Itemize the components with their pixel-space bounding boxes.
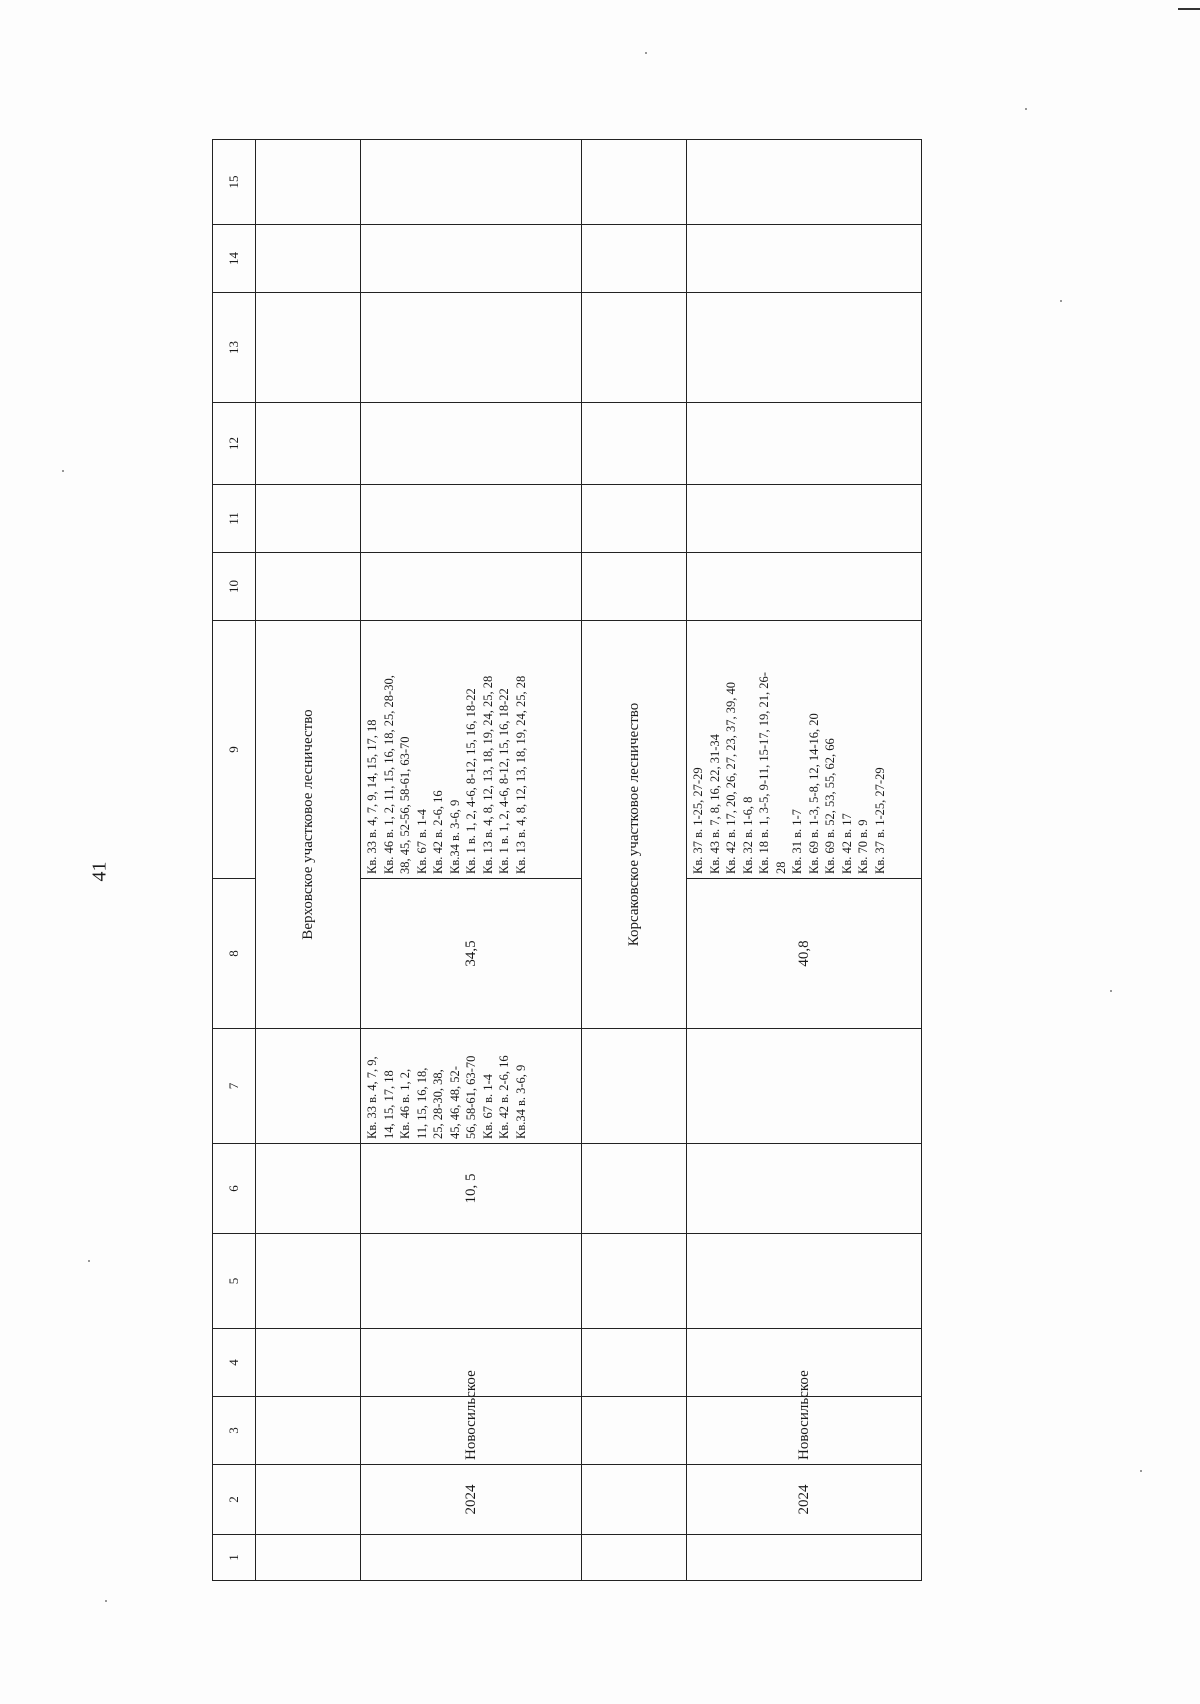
area-cell-col6: 10, 5 — [361, 1144, 582, 1234]
header-col-13: 13 — [213, 293, 256, 403]
forestry-table — [212, 139, 922, 1581]
scan-speck — [1060, 300, 1062, 302]
quarter-list-col7: Кв. 33 в. 4, 7, 9, 14, 15, 17, 18 Кв. 46 в. 1, 2, 11, 15, 16, 18, 25, 28-30, 38, 45, 46, 48, 52- 56, 58-61, 63-70 Кв. 67 в. 1-4 Кв. 42 в. 2-6, 16 Кв.34 в. 3-6, 9 — [361, 1029, 582, 1144]
corner-mark — [1178, 8, 1200, 10]
header-col-2: 2 — [213, 1465, 256, 1535]
place-cell: Новосильское — [687, 1397, 922, 1465]
header-col-4: 4 — [213, 1329, 256, 1397]
scan-speck — [1140, 1470, 1142, 1472]
header-col-8: 8 — [213, 879, 256, 1029]
header-col-1: 1 — [213, 1535, 256, 1581]
header-col-15: 15 — [213, 140, 256, 225]
year-cell: 2024 — [687, 1465, 922, 1535]
header-row — [213, 140, 256, 1581]
scan-speck — [62, 470, 64, 472]
year-cell: 2024 — [361, 1465, 582, 1535]
area-cell-col8: 34,5 — [361, 879, 582, 1029]
header-col-5: 5 — [213, 1234, 256, 1329]
area-cell-col8: 40,8 — [687, 879, 922, 1029]
header-col-9: 9 — [213, 621, 256, 879]
scan-speck — [1110, 990, 1112, 992]
section-title-row — [582, 140, 687, 1581]
scan-speck — [88, 1260, 90, 1262]
quarter-list-col9: Кв. 33 в. 4, 7, 9, 14, 15, 17, 18 Кв. 46 в. 1, 2, 11, 15, 16, 18, 25, 28-30, 38, 45, 52-56, 58-61, 63-70 Кв. 67 в. 1-4 Кв. 42 в. 2-6, 16 Кв.34 в. 3-6, 9 Кв. 1 в. 1, 2, 4-6, 8-12, 15, 16, 18-22 Кв. 13 в. 4, 8, 12, 13, 18, 19, 24, 25, 28 Кв. 1 в. 1, 2, 4-6, 8-12, 15, 16, 18-22 Кв. 13 в. 4, 8, 12, 13, 18, 19, 24, 25, 28 — [361, 621, 582, 879]
header-col-3: 3 — [213, 1397, 256, 1465]
header-col-7: 7 — [213, 1029, 256, 1144]
header-col-11: 11 — [213, 485, 256, 553]
header-col-10: 10 — [213, 553, 256, 621]
quarter-list-col9: Кв. 37 в. 1-25, 27-29 Кв. 43 в. 7, 8, 16, 22, 31-34 Кв. 42 в. 17, 20, 26, 27, 23, 37, 39, 40 Кв. 32 в. 1-6, 8 Кв. 18 в. 1, 3-5, 9-11, 15-17, 19, 21, 26- 28 Кв. 31 в. 1-7 Кв. 69 в. 1-3, 5-8, 12, 14-16, 20 Кв. 69 в. 52, 53, 55, 62, 66 Кв. 42 в. 17 Кв. 70 в. 9 Кв. 37 в. 1-25, 27-29 — [687, 621, 922, 879]
header-col-6: 6 — [213, 1144, 256, 1234]
place-cell: Новосильское — [361, 1397, 582, 1465]
scan-speck — [105, 1600, 107, 1602]
header-col-14: 14 — [213, 225, 256, 293]
area-cell-col6 — [687, 1144, 922, 1234]
section-title: Корсаковское участковое лесничество — [582, 621, 687, 1029]
rotated-table-container — [212, 140, 918, 1581]
table-row — [361, 140, 582, 1581]
section-title-row — [256, 140, 361, 1581]
table-row — [687, 140, 922, 1581]
quarter-list-col7 — [687, 1029, 922, 1144]
scan-speck — [1025, 108, 1027, 110]
scan-speck — [645, 52, 647, 54]
page-number: 41 — [88, 861, 111, 882]
section-title: Верховское участковое лесничество — [256, 621, 361, 1029]
header-col-12: 12 — [213, 403, 256, 485]
